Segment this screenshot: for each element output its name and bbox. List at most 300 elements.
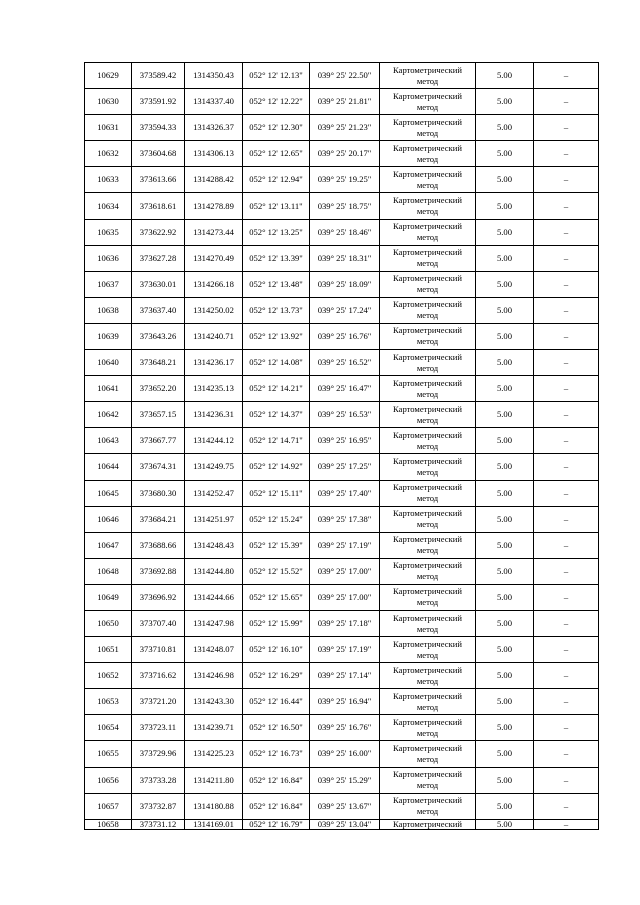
y-coordinate-cell: 1314235.13	[185, 376, 243, 402]
table-row	[85, 89, 599, 115]
method-label-line2: метод	[416, 649, 439, 660]
method-cell	[380, 610, 476, 636]
method-cell	[380, 506, 476, 532]
x-coordinate-cell: 373627.28	[132, 245, 185, 271]
note-cell: –	[534, 532, 599, 558]
note-cell: –	[534, 376, 599, 402]
latitude-cell: 052° 12' 16.73"	[243, 741, 310, 767]
latitude-cell: 052° 12' 13.25"	[243, 219, 310, 245]
method-label-line2: метод	[416, 440, 439, 451]
latitude-cell: 052° 12' 14.21"	[243, 376, 310, 402]
longitude-cell: 039° 25' 17.40"	[310, 480, 380, 506]
method-label-line1: Картометрический	[393, 690, 462, 701]
method-cell	[380, 767, 476, 793]
latitude-cell: 052° 12' 14.37"	[243, 402, 310, 428]
accuracy-cell: 5.00	[476, 793, 534, 819]
point-number-cell: 10647	[85, 532, 132, 558]
note-cell: –	[534, 115, 599, 141]
method-label-line2: метод	[416, 75, 439, 86]
method-cell	[380, 167, 476, 193]
table-row	[85, 741, 599, 767]
longitude-cell: 039° 25' 16.00"	[310, 741, 380, 767]
method-label-line2: метод	[416, 806, 439, 817]
y-coordinate-cell: 1314337.40	[185, 89, 243, 115]
note-cell: –	[534, 245, 599, 271]
x-coordinate-cell: 373652.20	[132, 376, 185, 402]
longitude-cell: 039° 25' 17.19"	[310, 532, 380, 558]
point-number-cell: 10633	[85, 167, 132, 193]
x-coordinate-cell: 373604.68	[132, 141, 185, 167]
table-row	[85, 715, 599, 741]
x-coordinate-cell: 373657.15	[132, 402, 185, 428]
table-row	[85, 819, 599, 829]
x-coordinate-cell: 373637.40	[132, 297, 185, 323]
table-row	[85, 63, 599, 89]
table-row	[85, 193, 599, 219]
y-coordinate-cell: 1314278.89	[185, 193, 243, 219]
latitude-cell: 052° 12' 16.29"	[243, 663, 310, 689]
method-cell	[380, 793, 476, 819]
table-row	[85, 532, 599, 558]
note-cell: –	[534, 767, 599, 793]
table-row	[85, 115, 599, 141]
y-coordinate-cell: 1314225.23	[185, 741, 243, 767]
table-row	[85, 610, 599, 636]
method-cell	[380, 376, 476, 402]
table-row	[85, 219, 599, 245]
method-label-line1: Картометрический	[393, 664, 462, 675]
y-coordinate-cell: 1314270.49	[185, 245, 243, 271]
table-row	[85, 141, 599, 167]
note-cell: –	[534, 689, 599, 715]
method-label-line1: Картометрический	[393, 560, 462, 571]
y-coordinate-cell: 1314252.47	[185, 480, 243, 506]
y-coordinate-cell: 1314236.31	[185, 402, 243, 428]
method-label-line2: метод	[416, 179, 439, 190]
longitude-cell: 039° 25' 15.29"	[310, 767, 380, 793]
method-label-line1: Картометрический	[393, 482, 462, 493]
longitude-cell: 039° 25' 13.04"	[310, 819, 380, 829]
point-number-cell: 10656	[85, 767, 132, 793]
point-number-cell: 10640	[85, 350, 132, 376]
x-coordinate-cell: 373692.88	[132, 558, 185, 584]
table-row	[85, 402, 599, 428]
method-label-line2: метод	[416, 493, 439, 504]
y-coordinate-cell: 1314239.71	[185, 715, 243, 741]
longitude-cell: 039° 25' 16.94"	[310, 689, 380, 715]
method-label-line2: метод	[416, 753, 439, 764]
latitude-cell: 052° 12' 16.50"	[243, 715, 310, 741]
x-coordinate-cell: 373591.92	[132, 89, 185, 115]
method-cell	[380, 454, 476, 480]
x-coordinate-cell: 373688.66	[132, 532, 185, 558]
point-number-cell: 10632	[85, 141, 132, 167]
point-number-cell: 10630	[85, 89, 132, 115]
y-coordinate-cell: 1314244.66	[185, 584, 243, 610]
method-label-line2: метод	[416, 362, 439, 373]
accuracy-cell: 5.00	[476, 376, 534, 402]
method-cell	[380, 480, 476, 506]
point-number-cell: 10631	[85, 115, 132, 141]
y-coordinate-cell: 1314273.44	[185, 219, 243, 245]
x-coordinate-cell: 373674.31	[132, 454, 185, 480]
method-label-line1: Картометрический	[393, 195, 462, 206]
y-coordinate-cell: 1314243.30	[185, 689, 243, 715]
method-cell	[380, 297, 476, 323]
table-row	[85, 584, 599, 610]
note-cell: –	[534, 141, 599, 167]
point-number-cell: 10653	[85, 689, 132, 715]
note-cell: –	[534, 323, 599, 349]
table-row	[85, 454, 599, 480]
longitude-cell: 039° 25' 18.09"	[310, 271, 380, 297]
accuracy-cell: 5.00	[476, 89, 534, 115]
y-coordinate-cell: 1314247.98	[185, 610, 243, 636]
method-label-line1: Картометрический	[393, 586, 462, 597]
latitude-cell: 052° 12' 15.99"	[243, 610, 310, 636]
accuracy-cell: 5.00	[476, 323, 534, 349]
note-cell: –	[534, 193, 599, 219]
y-coordinate-cell: 1314248.07	[185, 637, 243, 663]
note-cell: –	[534, 402, 599, 428]
accuracy-cell: 5.00	[476, 741, 534, 767]
method-label-line2: метод	[416, 258, 439, 269]
point-number-cell: 10649	[85, 584, 132, 610]
latitude-cell: 052° 12' 14.08"	[243, 350, 310, 376]
longitude-cell: 039° 25' 18.31"	[310, 245, 380, 271]
method-cell	[380, 532, 476, 558]
method-cell	[380, 402, 476, 428]
accuracy-cell: 5.00	[476, 219, 534, 245]
method-cell	[380, 689, 476, 715]
point-number-cell: 10634	[85, 193, 132, 219]
method-label-line2: метод	[416, 101, 439, 112]
method-label-line2: метод	[416, 727, 439, 738]
table-row	[85, 506, 599, 532]
table-row	[85, 637, 599, 663]
method-cell	[380, 193, 476, 219]
method-label-line1: Картометрический	[393, 403, 462, 414]
note-cell: –	[534, 454, 599, 480]
note-cell: –	[534, 506, 599, 532]
method-label-line2: метод	[416, 545, 439, 556]
longitude-cell: 039° 25' 17.19"	[310, 637, 380, 663]
point-number-cell: 10636	[85, 245, 132, 271]
accuracy-cell: 5.00	[476, 428, 534, 454]
longitude-cell: 039° 25' 16.76"	[310, 323, 380, 349]
point-number-cell: 10651	[85, 637, 132, 663]
longitude-cell: 039° 25' 16.76"	[310, 715, 380, 741]
point-number-cell: 10652	[85, 663, 132, 689]
method-cell	[380, 350, 476, 376]
point-number-cell: 10646	[85, 506, 132, 532]
x-coordinate-cell: 373732.87	[132, 793, 185, 819]
longitude-cell: 039° 25' 21.81"	[310, 89, 380, 115]
note-cell: –	[534, 584, 599, 610]
point-number-cell: 10629	[85, 63, 132, 89]
accuracy-cell: 5.00	[476, 245, 534, 271]
accuracy-cell: 5.00	[476, 767, 534, 793]
note-cell: –	[534, 350, 599, 376]
latitude-cell: 052° 12' 12.94"	[243, 167, 310, 193]
method-label-line2: метод	[416, 675, 439, 686]
note-cell: –	[534, 610, 599, 636]
latitude-cell: 052° 12' 13.92"	[243, 323, 310, 349]
accuracy-cell: 5.00	[476, 558, 534, 584]
method-label-line1: Картометрический	[393, 64, 462, 75]
method-cell	[380, 741, 476, 767]
point-number-cell: 10635	[85, 219, 132, 245]
y-coordinate-cell: 1314236.17	[185, 350, 243, 376]
y-coordinate-cell: 1314249.75	[185, 454, 243, 480]
method-label-line1: Картометрический	[393, 638, 462, 649]
accuracy-cell: 5.00	[476, 63, 534, 89]
note-cell: –	[534, 819, 599, 829]
latitude-cell: 052° 12' 15.11"	[243, 480, 310, 506]
table-row	[85, 689, 599, 715]
method-label-line1: Картометрический	[393, 299, 462, 310]
method-label-line2: метод	[416, 284, 439, 295]
latitude-cell: 052° 12' 14.71"	[243, 428, 310, 454]
note-cell: –	[534, 271, 599, 297]
method-label-line1: Картометрический	[393, 716, 462, 727]
y-coordinate-cell: 1314250.02	[185, 297, 243, 323]
table-row	[85, 271, 599, 297]
note-cell: –	[534, 63, 599, 89]
longitude-cell: 039° 25' 13.67"	[310, 793, 380, 819]
table-row	[85, 167, 599, 193]
longitude-cell: 039° 25' 18.75"	[310, 193, 380, 219]
latitude-cell: 052° 12' 16.84"	[243, 767, 310, 793]
note-cell: –	[534, 715, 599, 741]
x-coordinate-cell: 373733.28	[132, 767, 185, 793]
coordinates-table	[84, 62, 599, 830]
longitude-cell: 039° 25' 18.46"	[310, 219, 380, 245]
point-number-cell: 10655	[85, 741, 132, 767]
latitude-cell: 052° 12' 14.92"	[243, 454, 310, 480]
longitude-cell: 039° 25' 17.00"	[310, 558, 380, 584]
method-label-line1: Картометрический	[393, 455, 462, 466]
table-row	[85, 323, 599, 349]
accuracy-cell: 5.00	[476, 141, 534, 167]
accuracy-cell: 5.00	[476, 689, 534, 715]
table-row	[85, 350, 599, 376]
method-cell	[380, 819, 476, 829]
longitude-cell: 039° 25' 20.17"	[310, 141, 380, 167]
method-label-line1: Картометрический	[393, 819, 462, 829]
longitude-cell: 039° 25' 16.95"	[310, 428, 380, 454]
method-cell	[380, 271, 476, 297]
method-label-line1: Картометрический	[393, 142, 462, 153]
table-row	[85, 428, 599, 454]
method-label-line1: Картометрический	[393, 795, 462, 806]
longitude-cell: 039° 25' 17.24"	[310, 297, 380, 323]
method-cell	[380, 584, 476, 610]
longitude-cell: 039° 25' 17.25"	[310, 454, 380, 480]
accuracy-cell: 5.00	[476, 532, 534, 558]
method-label-line1: Картометрический	[393, 273, 462, 284]
method-label-line2: метод	[416, 519, 439, 530]
y-coordinate-cell: 1314251.97	[185, 506, 243, 532]
x-coordinate-cell: 373630.01	[132, 271, 185, 297]
note-cell: –	[534, 89, 599, 115]
longitude-cell: 039° 25' 17.00"	[310, 584, 380, 610]
latitude-cell: 052° 12' 12.30"	[243, 115, 310, 141]
method-cell	[380, 637, 476, 663]
x-coordinate-cell: 373696.92	[132, 584, 185, 610]
note-cell: –	[534, 558, 599, 584]
note-cell: –	[534, 480, 599, 506]
x-coordinate-cell: 373618.61	[132, 193, 185, 219]
y-coordinate-cell: 1314244.12	[185, 428, 243, 454]
accuracy-cell: 5.00	[476, 480, 534, 506]
table-row	[85, 793, 599, 819]
point-number-cell: 10644	[85, 454, 132, 480]
note-cell: –	[534, 167, 599, 193]
longitude-cell: 039° 25' 16.52"	[310, 350, 380, 376]
note-cell: –	[534, 428, 599, 454]
method-cell	[380, 219, 476, 245]
longitude-cell: 039° 25' 22.50"	[310, 63, 380, 89]
accuracy-cell: 5.00	[476, 610, 534, 636]
table-body	[85, 63, 599, 830]
x-coordinate-cell: 373716.62	[132, 663, 185, 689]
point-number-cell: 10658	[85, 819, 132, 829]
method-cell	[380, 323, 476, 349]
method-label-line1: Картометрический	[393, 247, 462, 258]
point-number-cell: 10654	[85, 715, 132, 741]
latitude-cell: 052° 12' 16.84"	[243, 793, 310, 819]
table-row	[85, 376, 599, 402]
method-label-line1: Картометрический	[393, 508, 462, 519]
method-cell	[380, 558, 476, 584]
x-coordinate-cell: 373594.33	[132, 115, 185, 141]
method-label-line2: метод	[416, 701, 439, 712]
method-label-line2: метод	[416, 623, 439, 634]
x-coordinate-cell: 373680.30	[132, 480, 185, 506]
y-coordinate-cell: 1314211.80	[185, 767, 243, 793]
y-coordinate-cell: 1314288.42	[185, 167, 243, 193]
accuracy-cell: 5.00	[476, 584, 534, 610]
latitude-cell: 052° 12' 15.52"	[243, 558, 310, 584]
method-label-line2: метод	[416, 597, 439, 608]
method-label-line2: метод	[416, 127, 439, 138]
x-coordinate-cell: 373643.26	[132, 323, 185, 349]
x-coordinate-cell: 373648.21	[132, 350, 185, 376]
note-cell: –	[534, 741, 599, 767]
longitude-cell: 039° 25' 17.14"	[310, 663, 380, 689]
accuracy-cell: 5.00	[476, 402, 534, 428]
point-number-cell: 10657	[85, 793, 132, 819]
latitude-cell: 052° 12' 15.65"	[243, 584, 310, 610]
accuracy-cell: 5.00	[476, 350, 534, 376]
point-number-cell: 10638	[85, 297, 132, 323]
method-label-line1: Картометрический	[393, 221, 462, 232]
y-coordinate-cell: 1314169.01	[185, 819, 243, 829]
method-label-line1: Картометрический	[393, 351, 462, 362]
latitude-cell: 052° 12' 13.73"	[243, 297, 310, 323]
x-coordinate-cell: 373613.66	[132, 167, 185, 193]
accuracy-cell: 5.00	[476, 637, 534, 663]
accuracy-cell: 5.00	[476, 663, 534, 689]
method-label-line1: Картометрический	[393, 377, 462, 388]
y-coordinate-cell: 1314248.43	[185, 532, 243, 558]
table-row	[85, 663, 599, 689]
latitude-cell: 052° 12' 15.39"	[243, 532, 310, 558]
latitude-cell: 052° 12' 13.48"	[243, 271, 310, 297]
method-cell	[380, 663, 476, 689]
method-label-line2: метод	[416, 466, 439, 477]
x-coordinate-cell: 373707.40	[132, 610, 185, 636]
method-label-line1: Картометрический	[393, 429, 462, 440]
table-row	[85, 767, 599, 793]
latitude-cell: 052° 12' 12.22"	[243, 89, 310, 115]
y-coordinate-cell: 1314326.37	[185, 115, 243, 141]
accuracy-cell: 5.00	[476, 271, 534, 297]
x-coordinate-cell: 373589.42	[132, 63, 185, 89]
point-number-cell: 10645	[85, 480, 132, 506]
x-coordinate-cell: 373723.11	[132, 715, 185, 741]
method-cell	[380, 141, 476, 167]
method-label-line2: метод	[416, 571, 439, 582]
note-cell: –	[534, 637, 599, 663]
method-label-line1: Картометрический	[393, 742, 462, 753]
note-cell: –	[534, 219, 599, 245]
latitude-cell: 052° 12' 16.44"	[243, 689, 310, 715]
method-cell	[380, 715, 476, 741]
method-label-line1: Картометрический	[393, 534, 462, 545]
longitude-cell: 039° 25' 16.47"	[310, 376, 380, 402]
x-coordinate-cell: 373684.21	[132, 506, 185, 532]
method-label-line2: метод	[416, 153, 439, 164]
x-coordinate-cell: 373622.92	[132, 219, 185, 245]
method-label-line2: метод	[416, 310, 439, 321]
table-row	[85, 480, 599, 506]
y-coordinate-cell: 1314240.71	[185, 323, 243, 349]
longitude-cell: 039° 25' 17.38"	[310, 506, 380, 532]
point-number-cell: 10639	[85, 323, 132, 349]
method-cell	[380, 115, 476, 141]
method-label-line2: метод	[416, 414, 439, 425]
method-label-line2: метод	[416, 780, 439, 791]
note-cell: –	[534, 663, 599, 689]
y-coordinate-cell: 1314266.18	[185, 271, 243, 297]
method-label-line1: Картометрический	[393, 769, 462, 780]
table-row	[85, 297, 599, 323]
method-label-line2: метод	[416, 206, 439, 217]
latitude-cell: 052° 12' 12.13"	[243, 63, 310, 89]
method-cell	[380, 63, 476, 89]
y-coordinate-cell: 1314246.98	[185, 663, 243, 689]
note-cell: –	[534, 297, 599, 323]
table-row	[85, 558, 599, 584]
y-coordinate-cell: 1314244.80	[185, 558, 243, 584]
accuracy-cell: 5.00	[476, 193, 534, 219]
method-label-line1: Картометрический	[393, 612, 462, 623]
method-label-line2: метод	[416, 336, 439, 347]
x-coordinate-cell: 373729.96	[132, 741, 185, 767]
method-label-line1: Картометрический	[393, 116, 462, 127]
longitude-cell: 039° 25' 16.53"	[310, 402, 380, 428]
y-coordinate-cell: 1314350.43	[185, 63, 243, 89]
latitude-cell: 052° 12' 13.11"	[243, 193, 310, 219]
x-coordinate-cell: 373721.20	[132, 689, 185, 715]
point-number-cell: 10643	[85, 428, 132, 454]
x-coordinate-cell: 373667.77	[132, 428, 185, 454]
accuracy-cell: 5.00	[476, 819, 534, 829]
latitude-cell: 052° 12' 16.10"	[243, 637, 310, 663]
longitude-cell: 039° 25' 17.18"	[310, 610, 380, 636]
